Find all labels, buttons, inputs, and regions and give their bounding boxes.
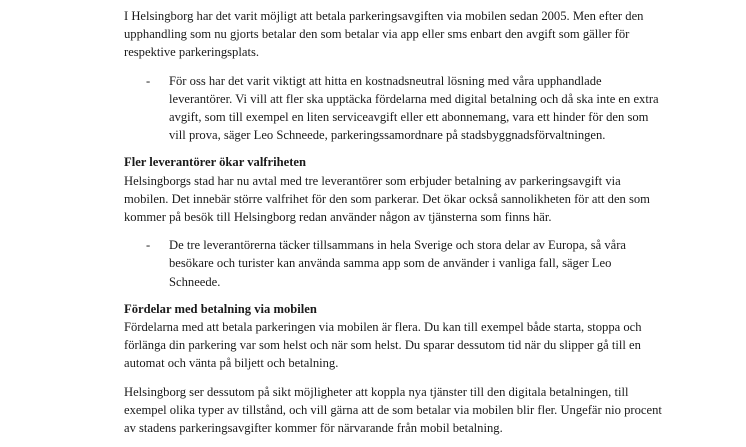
document-body xyxy=(124,7,664,447)
quote-text-1: För oss har det varit viktigt att hitta en kostnadsneutral lösning med våra upphandlade leverantörer. Vi vill att fler ska upptäcka fördelarna med digital betalning och då ska inte en extra avgift, som till exempel en liten serviceavgift eller ett abonnemang, vara ett hinder för den som vill prova, säger Leo Schneede, parkeringssamordnare på stadsbyggnadsförvaltningen. xyxy=(169,73,659,143)
section-heading-1: Fler leverantörer ökar valfriheten xyxy=(124,155,306,170)
bullet-dash: - xyxy=(146,238,151,253)
section-paragraph-3: Helsingborg ser dessutom på sikt möjligheter att koppla nya tjänster till den digitala betalningen, till exempel olika typer av tillstånd, och vill gärna att de som betalar via mobilen blir fler. Ungefär nio procent av stadens parkeringsavgifter kommer för närvarande från mobil betalning. xyxy=(124,384,662,436)
quote-bullet-2 xyxy=(124,236,664,291)
section-paragraph-2: Fördelarna med att betala parkeringen via mobilen är flera. Du kan till exempel både starta, stoppa och förlänga din parkering var som helst och när som helst. Du sparar dessutom tid när du slipper gå till en automat och vänta på biljett och betalning. xyxy=(124,320,642,371)
section-paragraph-1: Helsingborgs stad har nu avtal med tre leverantörer som erbjuder betalning av parkeringsavgift via mobilen. Det innebär större valfrihet för den som parkerar. Det ökar också sannolikheten för att den som kommer på besök till Helsingborg redan använder någon av tjänsterna som finns här. xyxy=(124,173,650,225)
quote-bullet-1 xyxy=(124,72,664,145)
quote-text-2: De tre leverantörerna täcker tillsammans in hela Sverige och stora delar av Europa, så våra besökare och turister kan använda samma app som de använder i vanliga fall, säger Leo Schneede. xyxy=(169,238,627,289)
intro-paragraph: I Helsingborg har det varit möjligt att betala parkeringsavgiften via mobilen sedan 2005. Men efter den upphandling som nu gjorts betalar den som betalar via app eller sms enbart den avgift som gäller för respektive parkeringsplats. xyxy=(124,9,644,60)
section-heading-2: Fördelar med betalning via mobilen xyxy=(124,301,317,316)
bullet-dash: - xyxy=(146,73,151,88)
